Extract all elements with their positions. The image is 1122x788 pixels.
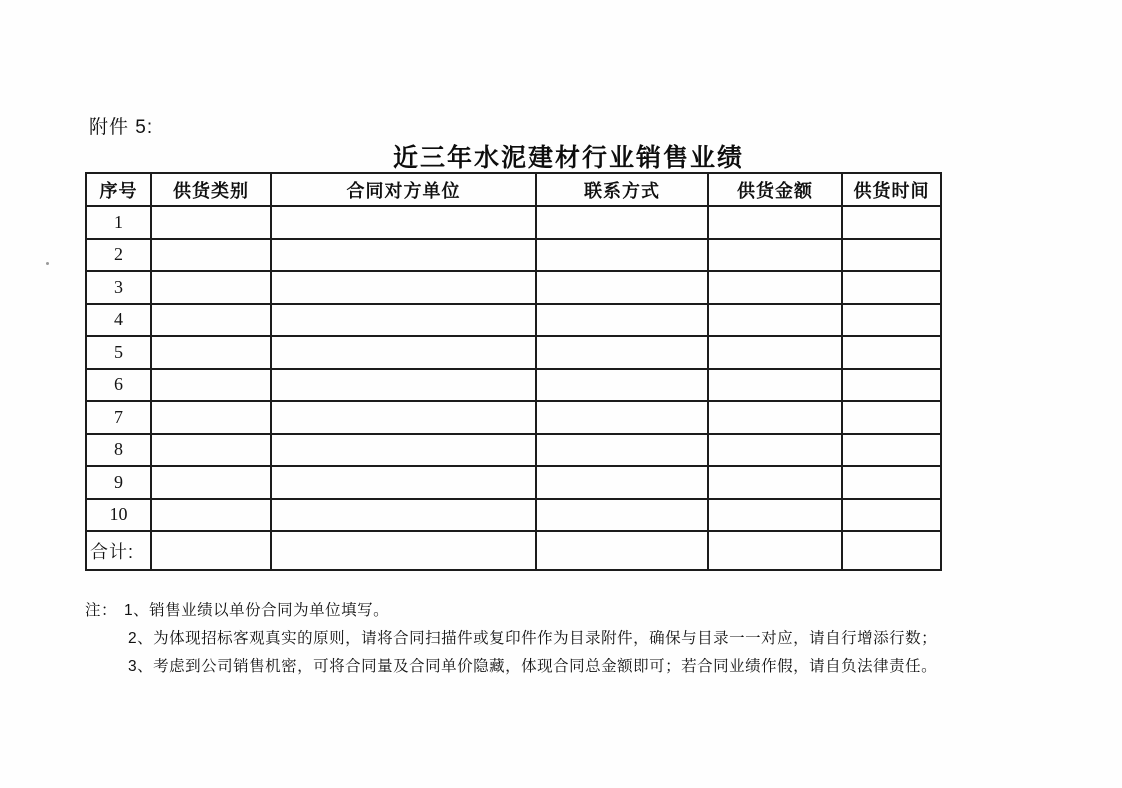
attachment-label: 附件 5: bbox=[89, 117, 154, 138]
page-title: 近三年水泥建材行业销售业绩 bbox=[393, 144, 745, 172]
empty-cell bbox=[151, 239, 271, 272]
empty-cell bbox=[842, 401, 941, 434]
empty-cell bbox=[271, 336, 536, 369]
empty-cell bbox=[842, 466, 941, 499]
empty-cell bbox=[151, 499, 271, 532]
empty-cell bbox=[708, 401, 842, 434]
footnote-text-1: 1、销售业绩以单份合同为单位填写。 bbox=[124, 602, 390, 619]
empty-cell bbox=[151, 531, 271, 570]
header-supply-amount: 供货金额 bbox=[708, 173, 842, 206]
table-row bbox=[86, 271, 941, 304]
row-number: 2 bbox=[86, 239, 151, 272]
empty-cell bbox=[271, 239, 536, 272]
table-row bbox=[86, 401, 941, 434]
footnotes bbox=[85, 597, 1045, 681]
empty-cell bbox=[271, 206, 536, 239]
empty-cell bbox=[151, 401, 271, 434]
empty-cell bbox=[708, 239, 842, 272]
footnote-prefix: 注： bbox=[85, 602, 118, 619]
header-supply-category: 供货类别 bbox=[151, 173, 271, 206]
empty-cell bbox=[708, 336, 842, 369]
table-row bbox=[86, 466, 941, 499]
empty-cell bbox=[536, 499, 708, 532]
table-header-row bbox=[86, 173, 941, 206]
empty-cell bbox=[151, 271, 271, 304]
table-row bbox=[86, 499, 941, 532]
empty-cell bbox=[842, 239, 941, 272]
table-row bbox=[86, 239, 941, 272]
empty-cell bbox=[536, 206, 708, 239]
empty-cell bbox=[151, 304, 271, 337]
table-row bbox=[86, 369, 941, 402]
row-number: 8 bbox=[86, 434, 151, 467]
sales-performance-table bbox=[85, 172, 942, 571]
header-supply-time: 供货时间 bbox=[842, 173, 941, 206]
footnote-line-2: 2、为体现招标客观真实的原则，请将合同扫描件或复印件作为目录附件，确保与目录一一对应，请自行增添行数； bbox=[128, 630, 938, 647]
row-number: 10 bbox=[86, 499, 151, 532]
header-contract-counterparty: 合同对方单位 bbox=[271, 173, 536, 206]
row-number: 5 bbox=[86, 336, 151, 369]
empty-cell bbox=[271, 434, 536, 467]
row-number: 3 bbox=[86, 271, 151, 304]
empty-cell bbox=[151, 466, 271, 499]
empty-cell bbox=[536, 304, 708, 337]
header-seq-no: 序号 bbox=[86, 173, 151, 206]
empty-cell bbox=[842, 369, 941, 402]
empty-cell bbox=[536, 466, 708, 499]
table-row bbox=[86, 434, 941, 467]
empty-cell bbox=[536, 336, 708, 369]
empty-cell bbox=[536, 271, 708, 304]
empty-cell bbox=[271, 271, 536, 304]
empty-cell bbox=[842, 434, 941, 467]
table-row bbox=[86, 336, 941, 369]
empty-cell bbox=[271, 401, 536, 434]
row-number: 6 bbox=[86, 369, 151, 402]
empty-cell bbox=[151, 369, 271, 402]
empty-cell bbox=[708, 271, 842, 304]
empty-cell bbox=[708, 434, 842, 467]
scan-artifact-dot bbox=[46, 262, 49, 265]
empty-cell bbox=[151, 434, 271, 467]
table-row bbox=[86, 206, 941, 239]
header-contact-method: 联系方式 bbox=[536, 173, 708, 206]
row-number: 7 bbox=[86, 401, 151, 434]
empty-cell bbox=[708, 531, 842, 570]
empty-cell bbox=[536, 531, 708, 570]
empty-cell bbox=[271, 531, 536, 570]
row-number: 9 bbox=[86, 466, 151, 499]
empty-cell bbox=[536, 369, 708, 402]
empty-cell bbox=[708, 499, 842, 532]
table-row bbox=[86, 304, 941, 337]
footnote-line-3: 3、考虑到公司销售机密，可将合同量及合同单价隐藏，体现合同总金额即可；若合同业绩作假，请自负法律责任。 bbox=[128, 658, 938, 675]
empty-cell bbox=[536, 401, 708, 434]
table-total-row bbox=[86, 531, 941, 570]
empty-cell bbox=[842, 499, 941, 532]
row-number: 1 bbox=[86, 206, 151, 239]
footnote-line-1 bbox=[85, 597, 1045, 625]
empty-cell bbox=[536, 434, 708, 467]
total-label: 合计: bbox=[86, 531, 151, 570]
empty-cell bbox=[536, 239, 708, 272]
empty-cell bbox=[842, 336, 941, 369]
empty-cell bbox=[271, 499, 536, 532]
empty-cell bbox=[842, 206, 941, 239]
empty-cell bbox=[271, 466, 536, 499]
empty-cell bbox=[271, 304, 536, 337]
empty-cell bbox=[842, 304, 941, 337]
empty-cell bbox=[842, 271, 941, 304]
empty-cell bbox=[271, 369, 536, 402]
empty-cell bbox=[708, 369, 842, 402]
empty-cell bbox=[708, 206, 842, 239]
empty-cell bbox=[151, 336, 271, 369]
empty-cell bbox=[708, 466, 842, 499]
empty-cell bbox=[151, 206, 271, 239]
empty-cell bbox=[842, 531, 941, 570]
empty-cell bbox=[708, 304, 842, 337]
row-number: 4 bbox=[86, 304, 151, 337]
